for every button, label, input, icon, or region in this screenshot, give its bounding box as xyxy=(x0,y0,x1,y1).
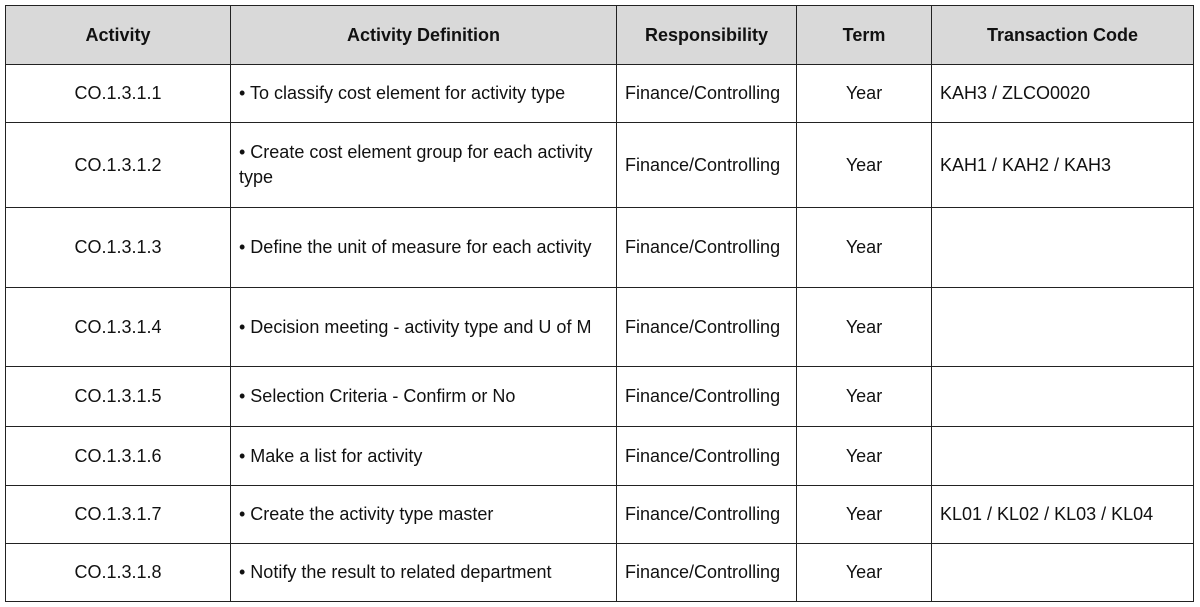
activity-cell: CO.1.3.1.4 xyxy=(6,288,231,367)
definition-cell: • Create the activity type master xyxy=(231,486,617,544)
activity-cell: CO.1.3.1.8 xyxy=(6,544,231,602)
transaction-code-cell xyxy=(932,544,1194,602)
transaction-code-cell: KAH3 / ZLCO0020 xyxy=(932,65,1194,123)
definition-cell: • Make a list for activity xyxy=(231,427,617,486)
table-row xyxy=(6,123,1194,208)
activity-cell: CO.1.3.1.2 xyxy=(6,123,231,208)
header-activity-definition: Activity Definition xyxy=(231,6,617,65)
transaction-code-cell xyxy=(932,367,1194,427)
responsibility-cell: Finance/Controlling xyxy=(617,288,797,367)
definition-cell: • Decision meeting - activity type and U of M xyxy=(231,288,617,367)
table-row xyxy=(6,288,1194,367)
term-cell: Year xyxy=(797,486,932,544)
table-row xyxy=(6,367,1194,427)
term-cell: Year xyxy=(797,123,932,208)
transaction-code-cell: KAH1 / KAH2 / KAH3 xyxy=(932,123,1194,208)
transaction-code-cell xyxy=(932,427,1194,486)
activity-cell: CO.1.3.1.6 xyxy=(6,427,231,486)
definition-cell: • To classify cost element for activity type xyxy=(231,65,617,123)
header-activity: Activity xyxy=(6,6,231,65)
responsibility-cell: Finance/Controlling xyxy=(617,367,797,427)
responsibility-cell: Finance/Controlling xyxy=(617,208,797,288)
definition-cell: • Notify the result to related department xyxy=(231,544,617,602)
activity-cell: CO.1.3.1.5 xyxy=(6,367,231,427)
responsibility-cell: Finance/Controlling xyxy=(617,486,797,544)
definition-cell: • Selection Criteria - Confirm or No xyxy=(231,367,617,427)
header-row xyxy=(6,6,1194,65)
term-cell: Year xyxy=(797,65,932,123)
table-row xyxy=(6,427,1194,486)
definition-cell: • Create cost element group for each activity type xyxy=(231,123,617,208)
activity-table xyxy=(5,5,1194,602)
transaction-code-cell: KL01 / KL02 / KL03 / KL04 xyxy=(932,486,1194,544)
transaction-code-cell xyxy=(932,288,1194,367)
term-cell: Year xyxy=(797,208,932,288)
header-term: Term xyxy=(797,6,932,65)
responsibility-cell: Finance/Controlling xyxy=(617,123,797,208)
term-cell: Year xyxy=(797,288,932,367)
responsibility-cell: Finance/Controlling xyxy=(617,427,797,486)
activity-cell: CO.1.3.1.3 xyxy=(6,208,231,288)
term-cell: Year xyxy=(797,544,932,602)
term-cell: Year xyxy=(797,367,932,427)
term-cell: Year xyxy=(797,427,932,486)
activity-cell: CO.1.3.1.7 xyxy=(6,486,231,544)
header-responsibility: Responsibility xyxy=(617,6,797,65)
definition-cell: • Define the unit of measure for each activity xyxy=(231,208,617,288)
activity-cell: CO.1.3.1.1 xyxy=(6,65,231,123)
table-row xyxy=(6,544,1194,602)
responsibility-cell: Finance/Controlling xyxy=(617,65,797,123)
responsibility-cell: Finance/Controlling xyxy=(617,544,797,602)
transaction-code-cell xyxy=(932,208,1194,288)
table-row xyxy=(6,208,1194,288)
header-transaction-code: Transaction Code xyxy=(932,6,1194,65)
table-row xyxy=(6,65,1194,123)
table-row xyxy=(6,486,1194,544)
